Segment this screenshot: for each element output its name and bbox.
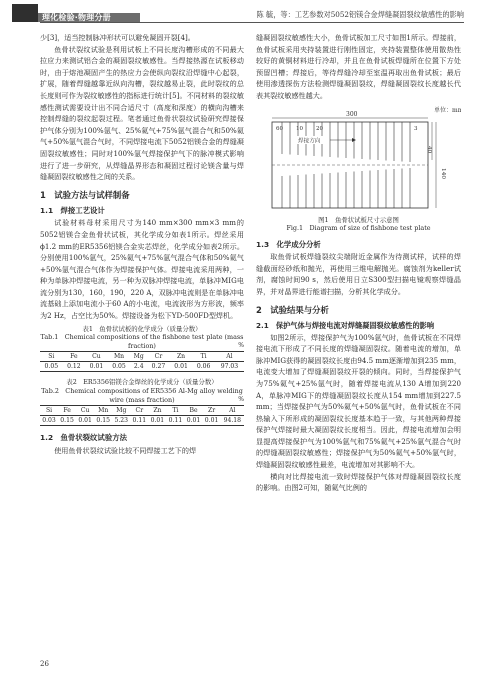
paragraph-materials: 试验材料母材采用尺寸为140 mm×300 mm×3 mm的5052铝镁合金鱼骨状试板，其化学成分如表1所示。焊丝采用ϕ1.2 mm的ER5356铝镁合金实芯焊丝，化学成分如表2所示。分别使用100%氩气，25%氦气+75%氩气混合气体和50%氦气+50%氩气混合气体作为焊接保护气体。焊接电流采用两种，一种为单脉冲焊接电流，另一种为双脉冲焊接电流，单脉冲MIG电流分别为130，160，190，220 A，双脉冲电流则是在单脉冲电流基础上添加电流小于60 A的小电流，电流波形为方形波，频率为2 Hz，占空比为50%。焊接设备为松下YD-500FD型焊机。 xyxy=(40,218,244,321)
table1-unit: % xyxy=(238,342,244,350)
table1-header: Mg xyxy=(133,353,144,361)
journal-brand: 理化检验·物理分册 xyxy=(42,13,111,22)
table2-cell: 5.23 xyxy=(114,417,129,425)
figure-1-caption-en: Fig.1 Diagram of size of fishbone test plate xyxy=(286,224,431,233)
table1-cell: 0.12 xyxy=(67,363,81,371)
dim-40-label: 40 xyxy=(426,145,432,153)
table2-cell: 0.11 xyxy=(168,417,183,425)
table2-cell: 0.03 xyxy=(42,417,56,425)
table1 xyxy=(40,351,244,372)
table1-header: Mn xyxy=(113,353,125,361)
section-heading-1-2: 1.2 鱼骨状裂纹试验方法 xyxy=(40,433,127,443)
table1-caption-en: Tab.1 Chemical compositions of the fishbone test plate (mass fraction) xyxy=(40,333,244,350)
table2-header: Be xyxy=(189,407,198,415)
section-heading-2-1: 2.1 保护气体与焊接电流对焊缝凝固裂纹敏感性的影响 xyxy=(256,320,435,330)
dim-60-label: 60 xyxy=(276,125,283,132)
table1-header: Al xyxy=(226,353,233,361)
table2-header: Ti xyxy=(172,407,179,415)
table2-caption-en: Tab.2 Chemical compositions of ER5356 Al-Mg alloy welding wire (mass fraction) xyxy=(41,387,243,404)
logo-block xyxy=(12,4,38,22)
table1-cell: 0.01 xyxy=(174,363,188,371)
table1-cell: 0.27 xyxy=(151,363,166,371)
table2-unit: % xyxy=(238,396,244,404)
table2-header: Cu xyxy=(80,407,90,415)
section-heading-2: 2 试验结果与分析 xyxy=(256,304,329,315)
dim-140-label: 140 xyxy=(440,167,446,179)
table1-header: Cu xyxy=(92,353,101,361)
figure-1-caption-cn: 图1 鱼骨状试板尺寸示意图 xyxy=(318,215,399,224)
weld-direction-label: 焊接方向 xyxy=(298,138,321,145)
figure-1-caption xyxy=(256,216,461,233)
paragraph-continued-right: 缝凝固裂纹敏感性大小，鱼骨试板加工尺寸如图1所示。焊接前，鱼骨试板采用夹持装置进行刚性固定，夹持装置整体使用散热性较好的黄铜材料进行冷却，并且在鱼骨试板焊缝所在位置下方处预留凹槽；焊接后，等待焊缝冷却至室温再取出鱼骨试板；最后使用渗透探伤方法检测焊缝凝固裂纹，焊缝凝固裂纹长度越长代表其裂纹敏感性越大。 xyxy=(256,33,461,100)
paragraph-method: 使用鱼骨状裂纹试验比较不同焊接工艺下的焊 xyxy=(54,445,197,455)
running-title: 陈 毓，等：工艺参数对5052铝镁合金焊缝凝固裂纹敏感性的影响 xyxy=(256,10,464,19)
table2-cell: 0.15 xyxy=(60,417,74,425)
dim-300-label: 300 xyxy=(346,110,358,118)
table2-caption-cn: 表2 ER5356铝镁合金焊丝的化学成分（质量分数） xyxy=(66,378,218,387)
paragraph-results: 如图2所示，焊接保护气为100%氩气时，鱼骨试板在不同焊接电流下形成了不同长度的焊缝凝固裂纹。随着电流的增加，单脉冲MIG获得的凝固裂纹长度由94.5 mm逐渐增加到235 mm，电流变大增加了焊缝凝固裂纹开裂的倾向。同时，当焊接保护气为75%氦气+25%氩气时，随着焊接电流从130 A增加到220 A，单脉冲MIG下的焊缝凝固裂纹长度从154 mm增加到227.5 mm；当焊接保护气为50%氦气+50%氩气时，鱼骨试板在不同热输入下所形成的凝固裂纹长度基本趋于一致，与其他两种焊接保护气焊接时最大凝固裂纹长度相当。因此，焊接电流增加会明显提高焊接保护气为100%氩气和75%氦气+25%氩气混合气时的焊缝凝固裂纹敏感性；焊接保护气为50%氦气+50%氩气时，焊缝凝固裂纹敏感性最差，电流增加对其影响不大。 xyxy=(256,332,461,470)
paragraph-continued: 少[3]，适当控制脉冲形状可以避免凝固开裂[4]。 xyxy=(40,33,195,42)
table1-cell: 0.06 xyxy=(196,363,211,371)
table2-cell: 0.11 xyxy=(132,417,147,425)
table1-header: Cr xyxy=(154,353,163,361)
header-rule xyxy=(40,22,464,23)
table1-header: Zn xyxy=(176,353,186,361)
table2-cell: 94.18 xyxy=(223,417,242,425)
table2-cell: 0.01 xyxy=(186,417,201,425)
table2-cell: 0.01 xyxy=(204,417,219,425)
table2-header: Zn xyxy=(153,407,162,415)
table2-cell: 0.15 xyxy=(96,417,110,425)
table2-header-row xyxy=(40,406,244,416)
section-heading-1-1: 1.1 焊接工艺设计 xyxy=(40,205,105,215)
journal-logo xyxy=(12,4,140,30)
table1-header: Si xyxy=(48,353,55,361)
table1-header: Fe xyxy=(70,353,78,361)
table2-header: Al xyxy=(229,407,236,415)
table2-header: Cr xyxy=(135,407,144,415)
section-heading-1: 1 试验方法与试样制备 xyxy=(40,189,130,200)
section-heading-1-3: 1.3 化学成分分析 xyxy=(256,239,321,249)
table2-header: Mg xyxy=(116,407,127,415)
table2-cell: 0.01 xyxy=(150,417,165,425)
table1-cell: 0.01 xyxy=(89,363,104,371)
dim-10-label: 10 xyxy=(296,125,303,132)
table1-cell: 0.05 xyxy=(44,363,59,371)
paragraph-comparison: 横向对比焊接电流一致时焊接保护气体对焊缝凝固裂纹长度的影响。由图2可知，随氦气比例的 xyxy=(256,471,461,493)
figure-1 xyxy=(256,104,461,236)
table1-caption-cn: 表1 鱼骨状试板的化学成分（质量分数） xyxy=(82,324,202,333)
table2-header: Fe xyxy=(63,407,71,415)
table1-cell: 2.4 xyxy=(133,363,144,371)
page-number: 26 xyxy=(40,660,49,668)
table-row xyxy=(40,362,244,372)
table2-cell: 0.01 xyxy=(78,417,92,425)
figure-unit-label: 单位：mm xyxy=(434,106,461,114)
table1-header-row xyxy=(40,352,244,362)
table2 xyxy=(40,405,244,426)
table-row xyxy=(40,416,244,426)
right-column xyxy=(256,32,461,494)
paragraph-chemical: 取鱼骨试板焊缝裂纹尖端附近金属作为待测试样，试样的焊缝截面经砂纸和抛光，再使用三维电解抛光。腐蚀剂为keller试剂，腐蚀时间90 s，然后使用日立S300型扫描电镜观察焊缝晶界，并对晶界进行能谱扫描，分析其化学成分。 xyxy=(256,252,461,296)
dim-3-label: 3 xyxy=(414,125,418,132)
table2-header: Si xyxy=(45,407,53,415)
left-column xyxy=(40,32,244,456)
table2-header: Zr xyxy=(208,407,216,415)
paragraph-intro: 鱼骨状裂纹试验是利用试板上不同长度沟槽形成的不同最大拉应力来测试铝合金的凝固裂纹敏感性。当焊接热源在试板移动时，由于熔池凝固产生的热应力会使纵向裂纹沿焊缝中心起裂，扩展，随着焊缝越靠近纵向沟槽，裂纹越易止裂，此时裂纹的总长度则可作为裂纹敏感性的指标进行统计[5]。不同材料的裂纹敏感性测试需要设计出不同合适尺寸（高度和深度）的横向沟槽来控制焊缝的裂纹起裂过程。笔者通过鱼骨状裂纹试验研究焊接保护气体分别为100%氩气、25%氦气+75%氩气混合气和50%氦气+50%氩气混合气时，不同焊接电流下5052铝镁合金的焊缝凝固裂纹敏感性；同时对100%氩气焊接保护气下的脉冲模式影响进行了进一步研究，从焊缝晶界形态和凝固过程讨论镁含量与焊缝凝固裂纹敏感性之间的关系。 xyxy=(40,44,244,182)
dim-20-label: 20 xyxy=(316,125,323,132)
table1-cell: 97.03 xyxy=(220,363,239,371)
table2-header: Mn xyxy=(98,407,109,415)
table1-header: Ti xyxy=(200,353,207,361)
table1-cell: 0.05 xyxy=(112,363,126,371)
